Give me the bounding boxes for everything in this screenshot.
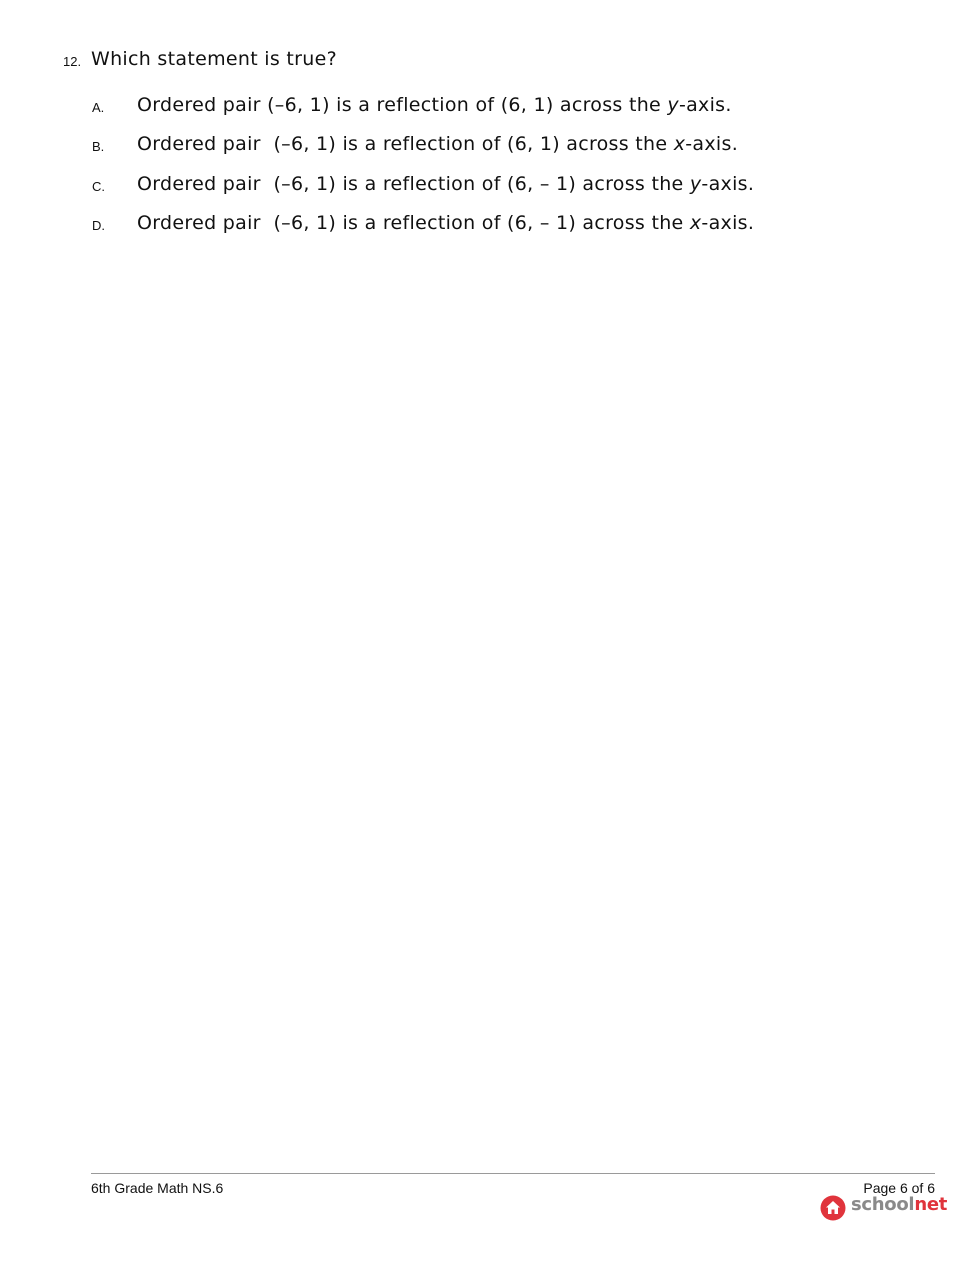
- question-number: 12.: [63, 54, 82, 69]
- footer-page-number: Page 6 of 6: [863, 1180, 935, 1196]
- choice-text: Ordered pair (–6, 1) is a reflection of (6, 1) across the x-axis.: [137, 133, 739, 155]
- choice-text: Ordered pair (–6, 1) is a reflection of (6, – 1) across the x-axis.: [137, 212, 755, 234]
- footer-divider: [91, 1173, 935, 1174]
- choice-c: [63, 173, 923, 203]
- choice-text: Ordered pair (–6, 1) is a reflection of (6, – 1) across the y-axis.: [137, 173, 755, 195]
- choice-letter: C.: [92, 179, 105, 194]
- choice-text: Ordered pair (–6, 1) is a reflection of (6, 1) across the y-axis.: [137, 94, 732, 116]
- house-icon: [820, 1195, 846, 1221]
- choice-letter: A.: [92, 100, 105, 115]
- choice-d: [63, 212, 923, 242]
- choice-b: [63, 133, 923, 163]
- choice-a: [63, 94, 923, 124]
- footer-course-title: 6th Grade Math NS.6: [91, 1180, 224, 1196]
- schoolnet-logo: [820, 1194, 948, 1222]
- choice-letter: B.: [92, 139, 105, 154]
- choice-letter: D.: [92, 218, 105, 233]
- logo-wordmark: schoolnet: [851, 1194, 948, 1215]
- question-stem: Which statement is true?: [91, 48, 337, 70]
